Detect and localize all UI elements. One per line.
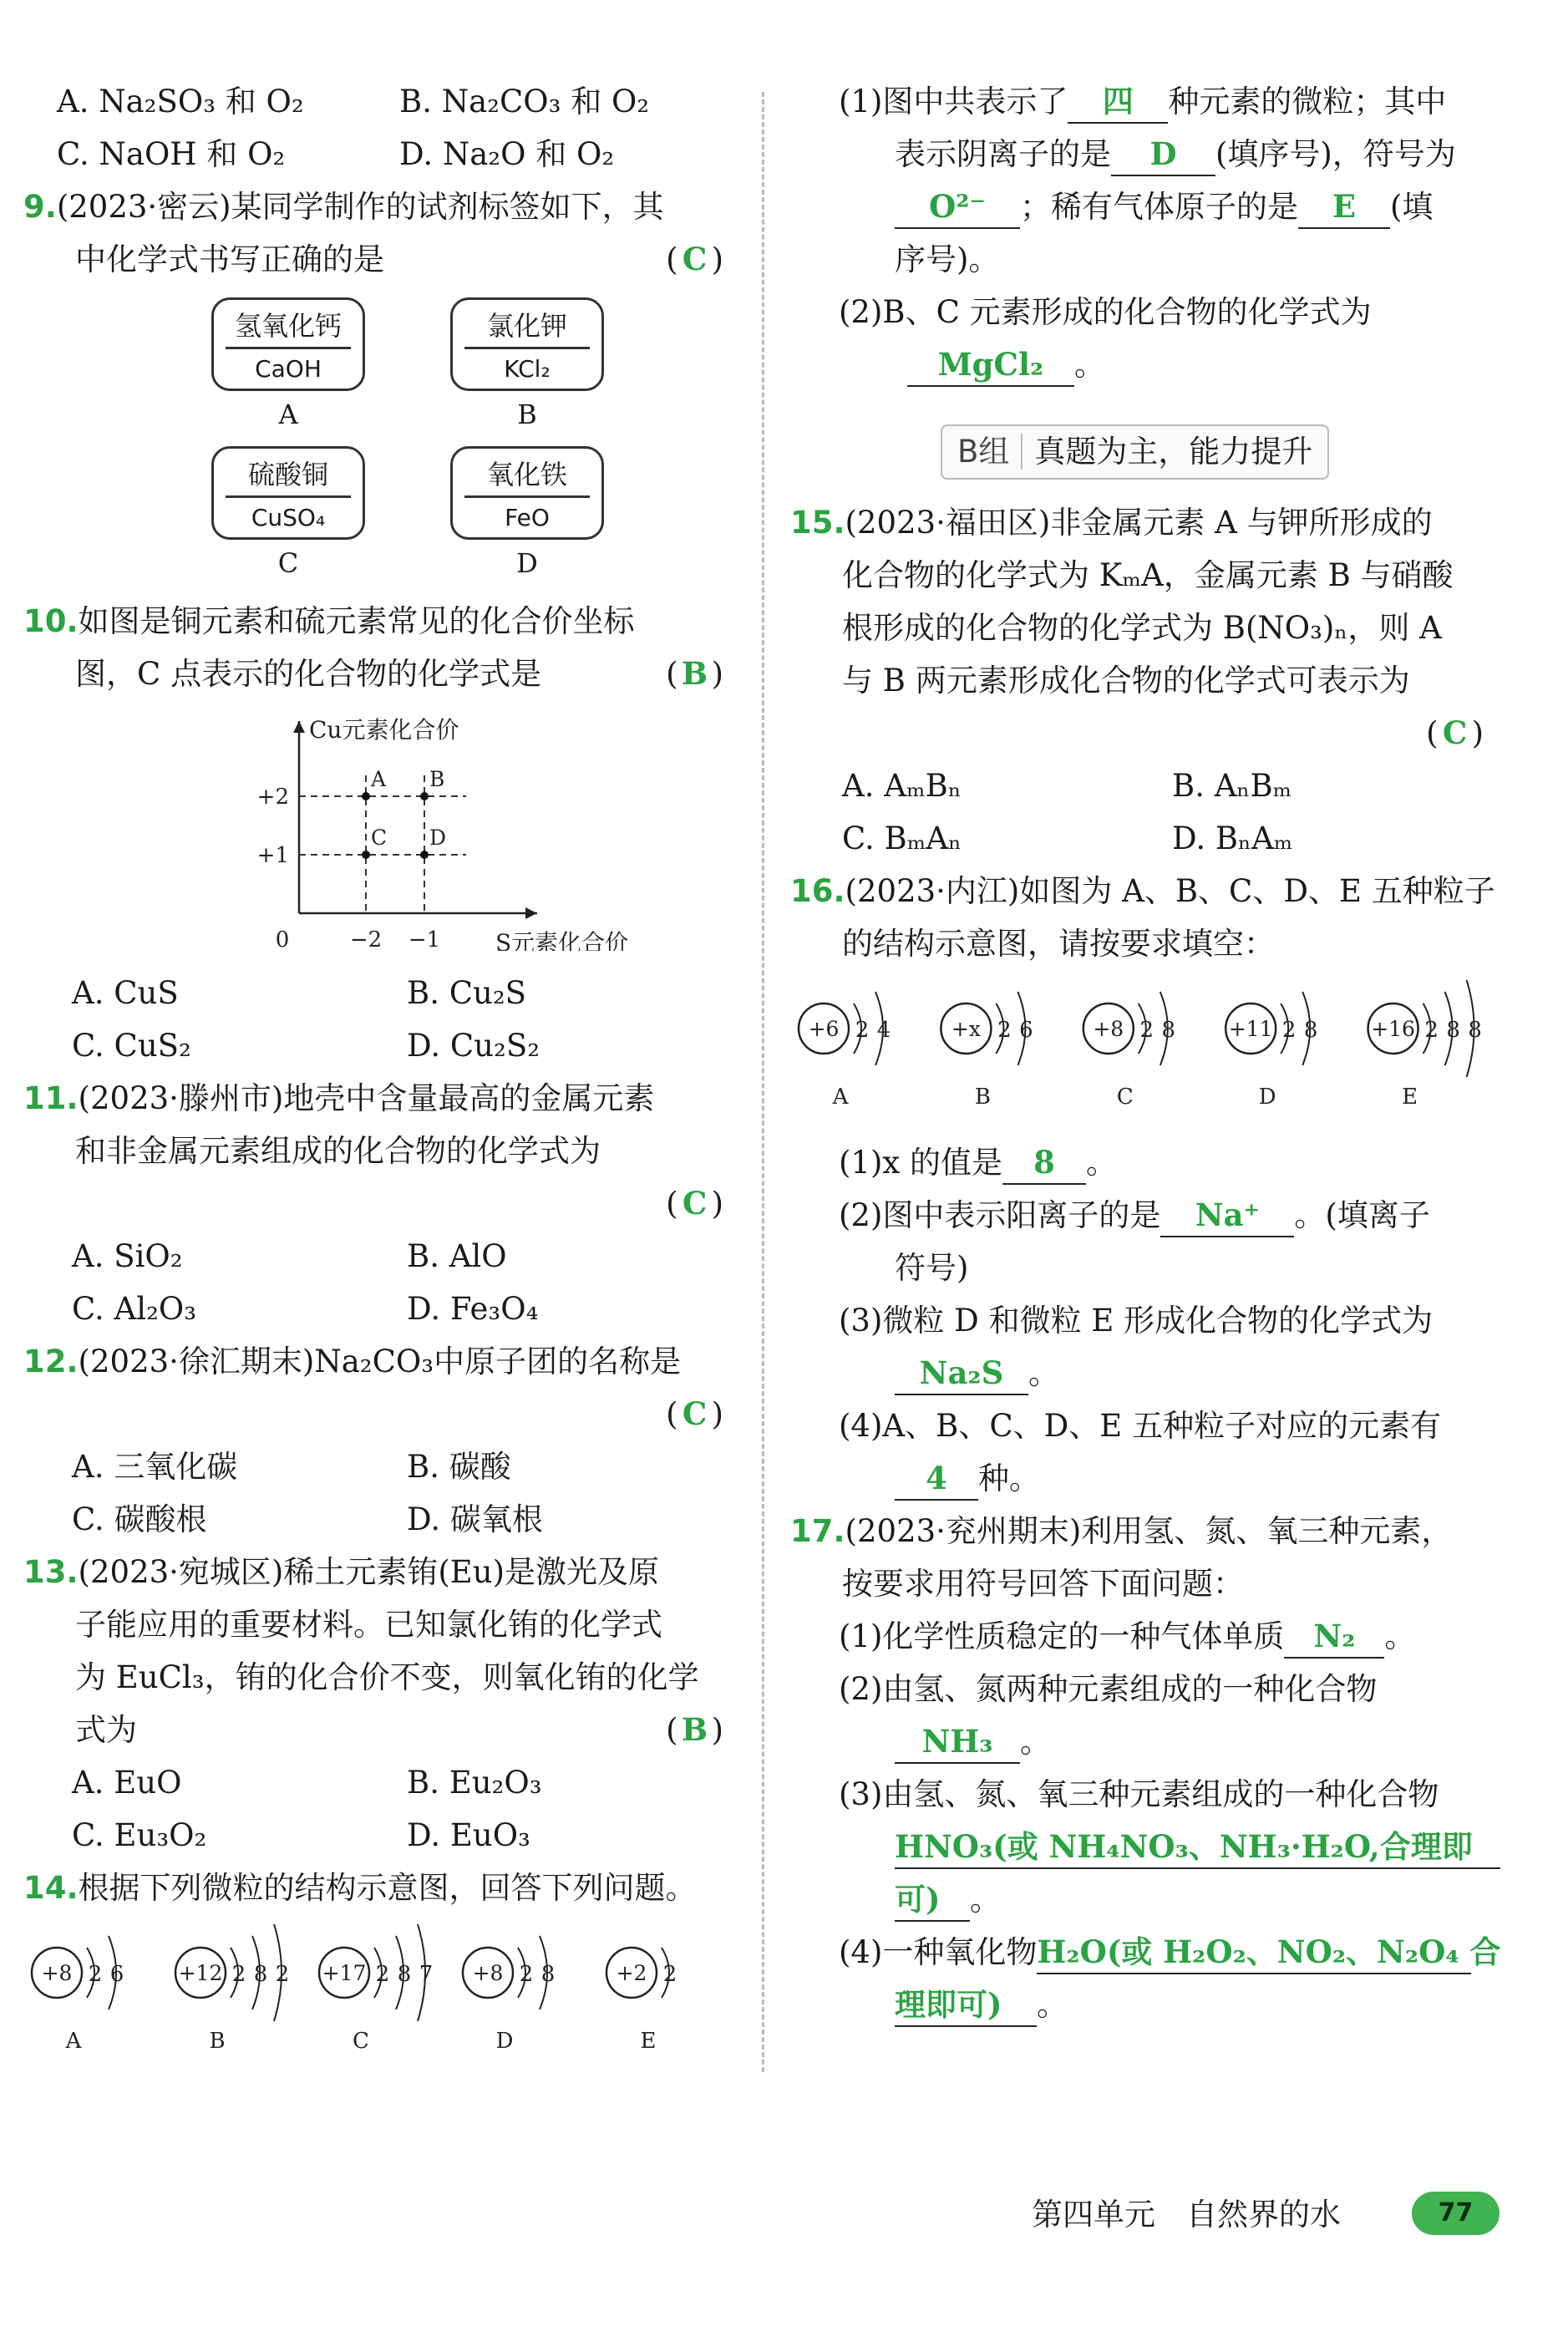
q11-answer: C <box>682 1185 708 1222</box>
q12-options-2 <box>23 1493 742 1546</box>
q13-option-a: A. EuO <box>72 1765 182 1801</box>
nucleus-charge: +17 <box>322 1961 367 1985</box>
q13-option-c: C. Eu₃O₂ <box>72 1817 207 1853</box>
q14-part2-end: 。 <box>1074 347 1105 383</box>
reagent-label-title: 氢氧化钙 <box>226 305 351 349</box>
q17-part3-text: (3)由氢、氮、氧三种元素组成的一种化合物 <box>839 1776 1439 1812</box>
reagent-label-title: 氧化铁 <box>464 454 590 498</box>
q14-part1-text-e: ；稀有气体原子的是 <box>1020 189 1298 225</box>
question-10: 10.如图是铜元素和硫元素常见的化合价坐标 图，C 点表示的化合物的化学式是 ( B ) Cu元素化合价 S元素化合价 0 −2 −1 +2 +1 A B C D A. CuS B. Cu₂S C. CuS₂ D. Cu₂S₂ <box>23 595 742 1072</box>
nucleus-charge: +2 <box>616 1961 647 1985</box>
group-b-title: 真题为主，能力提升 <box>1034 434 1313 470</box>
q16-atom-structure-diagrams <box>790 970 1502 1120</box>
q8-option-c: C. NaOH 和 O₂ <box>57 136 286 172</box>
q10-option-a: A. CuS <box>72 975 179 1011</box>
shell-electron-count: 2 <box>519 1962 534 1987</box>
q14-part1-text-f: (填 <box>1390 189 1434 225</box>
q14-part2-text: (2)B、C 元素形成的化合物的化学式为 <box>839 294 1372 330</box>
q10-option-c: C. CuS₂ <box>72 1028 191 1064</box>
q13-stem-line3: 为 EuCl₃，铕的化合价不变，则氧化铕的化学 <box>75 1659 699 1695</box>
reagent-label-a <box>211 297 365 438</box>
shell-electron-count: 6 <box>109 1962 124 1987</box>
q16-part2-text-b: 。(填离子 <box>1294 1197 1430 1233</box>
q16-stem-line1: (2023·内江)如图为 A、B、C、D、E 五种粒子 <box>845 873 1495 909</box>
q12-option-b: B. 碳酸 <box>407 1449 511 1485</box>
reagent-label-c <box>211 446 365 587</box>
q13-number: 13. <box>23 1554 79 1590</box>
reagent-label-title: 硫酸铜 <box>226 454 351 498</box>
atom-structure <box>1225 992 1317 1110</box>
reagent-label-formula: KCl₂ <box>504 355 551 383</box>
q15-option-b: B. AₙBₘ <box>1172 768 1292 804</box>
nucleus-charge: +x <box>951 1017 981 1041</box>
q10-stem-line1: 如图是铜元素和硫元素常见的化合价坐标 <box>78 603 635 639</box>
atom-structure <box>319 1924 433 2054</box>
q16-stem-line2: 的结构示意图，请按要求填空： <box>842 926 1275 962</box>
q10-option-b: B. Cu₂S <box>407 975 527 1011</box>
nucleus-charge: +6 <box>808 1017 840 1041</box>
q12-number: 12. <box>23 1344 79 1379</box>
q8-option-a: A. Na₂SO₃ 和 O₂ <box>57 84 304 119</box>
q8-options-2 <box>23 128 742 180</box>
q11-option-c: C. Al₂O₃ <box>72 1291 197 1327</box>
nucleus-charge: +8 <box>41 1961 73 1985</box>
reagent-label-formula: FeO <box>505 504 550 531</box>
q16-part3-text: (3)微粒 D 和微粒 E 形成化合物的化学式为 <box>839 1303 1434 1339</box>
reagent-label-formula: CaOH <box>255 355 322 383</box>
graph-point-label: C <box>371 826 388 850</box>
q8-option-b: B. Na₂CO₃ 和 O₂ <box>399 84 650 119</box>
x-axis-arrow <box>525 907 537 919</box>
q9-number: 9. <box>23 189 57 225</box>
q10-options <box>23 967 742 1019</box>
nucleus-charge: +8 <box>1093 1017 1124 1041</box>
q8-options <box>23 75 742 128</box>
q8-option-d: D. Na₂O 和 O₂ <box>399 136 615 172</box>
q15-stem-line2: 化合物的化学式为 KₘA，金属元素 B 与硝酸 <box>842 557 1454 593</box>
q16-answer-cation: Na⁺ <box>1195 1196 1261 1233</box>
shell-electron-count: 8 <box>1161 1018 1176 1043</box>
q17-stem-line2: 按要求用符号回答下面问题： <box>842 1566 1244 1602</box>
group-b-banner <box>941 424 1329 480</box>
atom-structure <box>32 1936 124 2054</box>
x-axis-label: S元素化合价 <box>495 929 629 951</box>
valence-coordinate-graph <box>23 700 742 951</box>
shell-electron-count: 8 <box>253 1962 268 1987</box>
q17-number: 17. <box>790 1513 845 1549</box>
q17-part4-end: 。 <box>1037 1987 1068 2023</box>
q16-answer-x: 8 <box>1033 1144 1055 1181</box>
question-16 <box>790 865 1502 1505</box>
q14-answer-anion: D <box>1149 135 1177 172</box>
shell-electron-count: 4 <box>876 1018 891 1043</box>
q13-option-d: D. EuO₃ <box>407 1817 530 1853</box>
q15-option-c: C. BₘAₙ <box>842 820 962 856</box>
graph-marks <box>362 767 446 859</box>
q14-answer-count: 四 <box>1102 83 1134 119</box>
graph-point-d <box>420 851 429 859</box>
q9-label-cards <box>211 297 604 595</box>
q15-option-a: A. AₘBₙ <box>842 768 962 804</box>
question-14-parts <box>790 75 1502 391</box>
q15-options-2 <box>790 812 1502 865</box>
y-tick-label: +2 <box>256 785 289 810</box>
q15-answer: C <box>1442 714 1468 751</box>
nucleus-charge: +12 <box>178 1961 223 1985</box>
particle-letter: E <box>640 2029 657 2054</box>
q11-option-b: B. AlO <box>407 1238 507 1274</box>
q12-stem-line1: (2023·徐汇期末)Na₂CO₃中原子团的名称是 <box>78 1344 682 1379</box>
q14-answer-noble-gas: E <box>1332 188 1357 225</box>
q16-part4-end: 种。 <box>978 1461 1040 1496</box>
q13-answer: B <box>681 1711 708 1748</box>
q14-part1-text-g: 序号)。 <box>895 241 1000 277</box>
graph-point-label: B <box>429 767 445 791</box>
q10-options-2 <box>23 1019 742 1072</box>
q17-part1-text: (1)化学性质稳定的一种气体单质 <box>839 1618 1285 1654</box>
reagent-label-letter: B <box>517 399 537 430</box>
reagent-label-letter: C <box>277 547 299 579</box>
graph-point-b <box>420 792 429 800</box>
question-13: 13.(2023·宛城区)稀土元素铕(Eu)是激光及原 子能应用的重要材料。已知氯化铕的化学式 为 EuCl₃，铕的化合价不变，则氧化铕的化学 式为 ( B ) A. EuO B. Eu₂O₃ C. Eu₃O₂ D. EuO₃ <box>23 1546 742 1862</box>
question-9: 9.(2023·密云)某同学制作的试剂标签如下，其 中化学式书写正确的是 ( C ) 氢氧化钙 CaOH A 氯化钾 KCl₂ B 硫酸铜 CuSO₄ C 氧化铁 FeO D <box>23 180 742 595</box>
q17-answer-oxide-cont: 理即可) <box>895 1986 1002 2023</box>
atom-structure <box>1083 992 1175 1110</box>
page-number-badge: 77 <box>1412 2192 1499 2235</box>
q16-part3-end: 。 <box>1028 1355 1059 1391</box>
shell-electron-count: 8 <box>397 1962 412 1987</box>
reagent-label-formula: CuSO₄ <box>251 504 326 531</box>
q13-options-2 <box>23 1809 742 1862</box>
group-b-tag: B组 <box>957 434 1022 470</box>
q14-part1-text-d: (填序号)，符号为 <box>1215 136 1456 172</box>
q11-stem-line2: 和非金属元素组成的化合物的化学式为 <box>75 1133 601 1169</box>
q14-part1-text: (1)图中共表示了 <box>839 84 1068 119</box>
q11-option-d: D. Fe₃O₄ <box>407 1291 539 1327</box>
page-footer-unit: 第四单元 自然界的水 <box>1032 2197 1341 2233</box>
q14-number: 14. <box>23 1870 79 1906</box>
q14-part1-text-c: 表示阴离子的是 <box>895 136 1111 172</box>
q12-option-d: D. 碳氧根 <box>407 1501 543 1537</box>
q17-answer-compound-hn: NH₃ <box>921 1723 993 1760</box>
q17-answer-compound-hno: HNO₃(或 NH₄NO₃、NH₃·H₂O,合理即 <box>895 1828 1473 1865</box>
shell-electron-count: 2 <box>375 1962 390 1987</box>
q14-answer-symbol: O²⁻ <box>929 188 986 225</box>
q10-number: 10. <box>23 603 79 639</box>
y-axis-label: Cu元素化合价 <box>309 716 459 744</box>
question-17 <box>790 1505 1502 2031</box>
q12-answer: C <box>682 1395 708 1432</box>
question-15: 15.(2023·福田区)非金属元素 A 与钾所形成的 化合物的化学式为 KₘA，金属元素 B 与硝酸 根形成的化合物的化学式为 B(NO₃)ₙ，则 A 与 B 两元素形成化合物的化学式可表示为 ( C ) A. AₘBₙ B. AₙBₘ C. BₘAₙ D. BₙAₘ <box>790 496 1502 865</box>
y-axis-arrow <box>293 721 305 733</box>
question-12: 12.(2023·徐汇期末)Na₂CO₃中原子团的名称是 ( C ) A. 三氧化碳 B. 碳酸 C. 碳酸根 D. 碳氧根 <box>23 1335 742 1546</box>
q15-stem-line1: (2023·福田区)非金属元素 A 与钾所形成的 <box>845 505 1433 541</box>
q16-part2-text: (2)图中表示阳离子的是 <box>839 1197 1161 1233</box>
atom-structure <box>175 1924 289 2054</box>
shell-electron-count: 8 <box>1468 1018 1482 1043</box>
q17-part3-end: 。 <box>970 1882 1001 1918</box>
x-tick-label: −2 <box>349 927 383 951</box>
q16-part4-text: (4)A、B、C、D、E 五种粒子对应的元素有 <box>839 1408 1442 1444</box>
shell-electron-count: 2 <box>1424 1018 1439 1043</box>
q13-options <box>23 1756 742 1809</box>
q15-number: 15. <box>790 505 845 541</box>
shell-electron-count: 8 <box>540 1962 556 1987</box>
q14-part1-text-b: 种元素的微粒；其中 <box>1168 84 1447 119</box>
shell-electron-count: 2 <box>275 1962 290 1987</box>
q15-option-d: D. BₙAₘ <box>1172 820 1293 856</box>
q15-options <box>790 759 1502 812</box>
q17-part2-text: (2)由氢、氮两种元素组成的一种化合物 <box>839 1671 1378 1707</box>
q16-part1-text: (1)x 的值是 <box>839 1145 1003 1181</box>
q12-options <box>23 1440 742 1493</box>
q11-options-2 <box>23 1283 742 1335</box>
atom-structure <box>463 1936 555 2054</box>
q13-stem-line1: (2023·宛城区)稀土元素铕(Eu)是激光及原 <box>78 1554 660 1590</box>
q11-options <box>23 1230 742 1283</box>
reagent-label-title: 氯化钾 <box>464 305 590 349</box>
q17-answer-compound-hno-cont: 可) <box>895 1881 941 1918</box>
question-11: 11.(2023·滕州市)地壳中含量最高的金属元素 和非金属元素组成的化合物的化学式为 ( C ) A. SiO₂ B. AlO C. Al₂O₃ D. Fe₃O₄ <box>23 1072 742 1335</box>
shell-electron-count: 7 <box>419 1962 434 1987</box>
y-tick-label: +1 <box>256 843 289 868</box>
shell-electron-count: 2 <box>997 1018 1012 1043</box>
graph-point-c <box>362 851 370 859</box>
shell-electron-count: 8 <box>1446 1018 1460 1043</box>
particle-letter: A <box>65 2029 82 2054</box>
q11-number: 11. <box>23 1080 79 1116</box>
q10-option-d: D. Cu₂S₂ <box>407 1028 540 1064</box>
q14-answer-compound: MgCl₂ <box>937 346 1044 383</box>
particle-letter: E <box>1402 1085 1418 1110</box>
particle-letter: B <box>209 2029 226 2054</box>
atom-structure <box>606 1948 677 2054</box>
graph-point-label: A <box>371 767 387 791</box>
q9-stem-line1: (2023·密云)某同学制作的试剂标签如下，其 <box>56 189 664 225</box>
shell-electron-count: 2 <box>1281 1018 1297 1043</box>
q15-stem-line3: 根形成的化合物的化学式为 B(NO₃)ₙ，则 A <box>842 610 1442 646</box>
particle-letter: C <box>1116 1085 1134 1110</box>
q16-answer-compound: Na₂S <box>919 1354 1004 1391</box>
q14-atom-structure-diagrams <box>23 1914 742 2056</box>
q12-option-c: C. 碳酸根 <box>72 1501 207 1537</box>
q16-number: 16. <box>790 873 845 909</box>
atom-structure <box>799 992 891 1110</box>
shell-electron-count: 2 <box>1139 1018 1154 1043</box>
q16-answer-elements: 4 <box>926 1460 947 1496</box>
q13-stem-line4: 式为 <box>75 1712 137 1748</box>
q17-answer-gas: N₂ <box>1313 1618 1356 1654</box>
column-divider <box>762 92 764 2072</box>
origin-label: 0 <box>275 927 290 951</box>
q13-stem-line2: 子能应用的重要材料。已知氯化铕的化学式 <box>75 1607 662 1643</box>
shell-electron-count: 2 <box>855 1018 870 1043</box>
q12-option-a: A. 三氧化碳 <box>72 1449 238 1485</box>
particle-letter: A <box>832 1085 849 1110</box>
q17-part4-text: (4)一种氧化物 <box>839 1934 1038 1970</box>
q9-answer: C <box>682 241 708 277</box>
graph-point-a <box>362 792 370 800</box>
particle-letter: D <box>495 2029 514 2054</box>
q11-option-a: A. SiO₂ <box>72 1238 183 1274</box>
atom-structure <box>941 992 1033 1110</box>
q16-part1-end: 。 <box>1086 1145 1118 1181</box>
shell-electron-count: 2 <box>662 1962 677 1987</box>
nucleus-charge: +11 <box>1228 1017 1273 1041</box>
q17-part1-end: 。 <box>1384 1618 1416 1654</box>
shell-electron-count: 8 <box>1303 1018 1318 1043</box>
reagent-label-d <box>450 446 604 587</box>
q15-stem-line4: 与 B 两元素形成化合物的化学式可表示为 <box>842 663 1410 699</box>
nucleus-charge: +16 <box>1371 1017 1415 1041</box>
q10-answer: B <box>681 655 708 692</box>
q17-stem-line1: (2023·兖州期末)利用氢、氮、氧三种元素， <box>845 1513 1453 1549</box>
reagent-label-letter: D <box>516 547 538 579</box>
q14-stem-line1: 根据下列微粒的结构示意图，回答下列问题。 <box>78 1870 697 1906</box>
particle-letter: C <box>353 2029 369 2054</box>
q9-stem-line2: 中化学式书写正确的是 <box>75 241 384 277</box>
shell-electron-count: 2 <box>231 1962 246 1987</box>
q13-option-b: B. Eu₂O₃ <box>407 1765 542 1801</box>
q17-part2-end: 。 <box>1020 1724 1051 1760</box>
reagent-label-letter: A <box>278 399 298 430</box>
particle-letter: B <box>974 1085 991 1110</box>
shell-electron-count: 2 <box>88 1962 103 1987</box>
particle-letter: D <box>1258 1085 1276 1110</box>
shell-electron-count: 6 <box>1019 1018 1033 1043</box>
right-column <box>790 75 1502 2031</box>
q11-stem-line1: (2023·滕州市)地壳中含量最高的金属元素 <box>78 1080 655 1116</box>
nucleus-charge: +8 <box>472 1961 504 1985</box>
x-tick-label: −1 <box>408 927 441 951</box>
q16-part2-text-c: 符号) <box>895 1250 969 1286</box>
graph-point-label: D <box>429 826 447 850</box>
q17-answer-oxide: H₂O(或 H₂O₂、NO₂、N₂O₄ 合 <box>1037 1933 1501 1970</box>
left-column <box>23 75 742 2072</box>
atom-structure <box>1368 980 1482 1110</box>
reagent-label-b <box>450 297 604 438</box>
q10-stem-line2: 图，C 点表示的化合物的化学式是 <box>75 656 542 692</box>
question-14 <box>23 1862 742 2072</box>
